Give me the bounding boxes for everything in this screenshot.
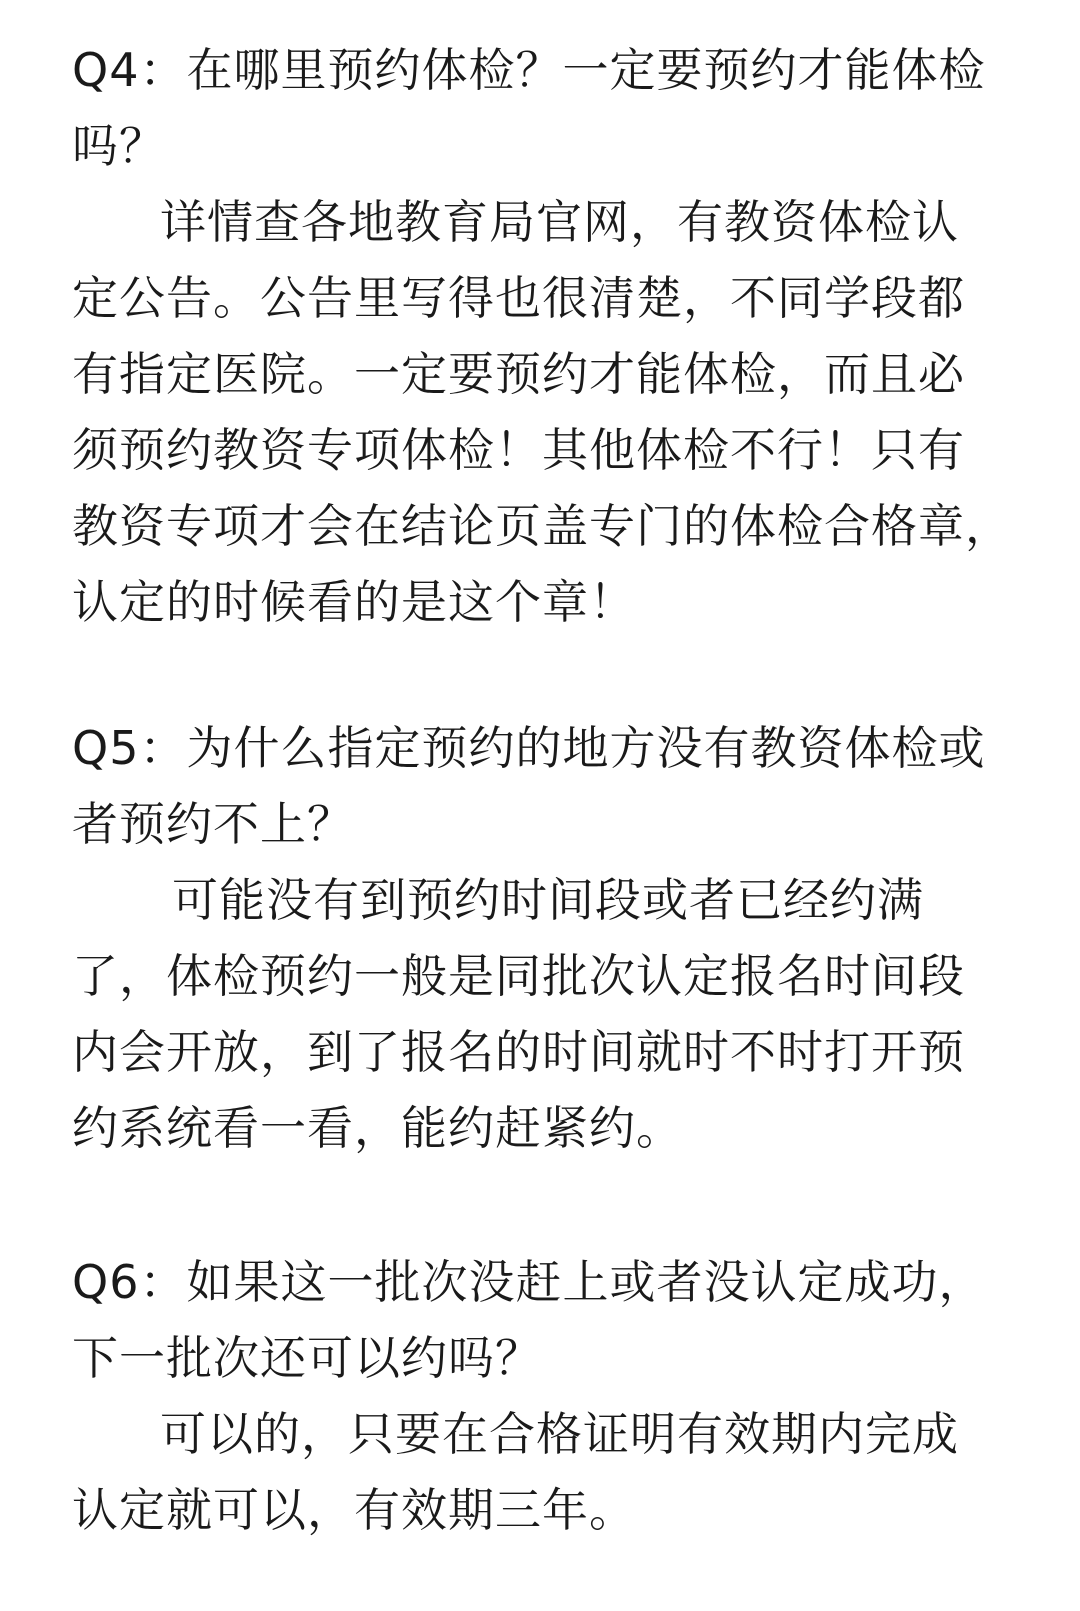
answer-q4-line-6: 认定的时候看的是这个章！ — [72, 575, 636, 629]
answer-q4-line-2: 定公告。公告里写得也很清楚，不同学段都 — [72, 271, 965, 325]
answer-q5-line-2: 了，体检预约一般是同批次认定报名时间段 — [72, 949, 965, 1003]
answer-q4-line-4: 须预约教资专项体检！其他体检不行！只有 — [72, 423, 965, 477]
answer-q5-line-3: 内会开放，到了报名的时间就时不时打开预 — [72, 1025, 965, 1079]
answer-q6-line-2: 认定就可以，有效期三年。 — [72, 1483, 636, 1537]
question-q4-line-1: Q4：在哪里预约体检？一定要预约才能体检 — [72, 43, 986, 97]
answer-q5-line-1: 可能没有到预约时间段或者已经约满 — [172, 873, 924, 927]
answer-q6-line-1: 可以的，只要在合格证明有效期内完成 — [160, 1407, 959, 1461]
answer-q4-line-3: 有指定医院。一定要预约才能体检，而且必 — [72, 347, 965, 401]
answer-q4-line-1: 详情查各地教育局官网，有教资体检认 — [160, 195, 959, 249]
answer-q5-line-4: 约系统看一看，能约赶紧约。 — [72, 1101, 683, 1155]
question-q5-line-2: 者预约不上？ — [72, 797, 354, 851]
question-q5-line-1: Q5：为什么指定预约的地方没有教资体检或 — [72, 721, 986, 775]
question-q6-line-2: 下一批次还可以约吗？ — [72, 1331, 542, 1385]
question-q4-line-2: 吗？ — [72, 119, 166, 173]
question-q6-line-1: Q6：如果这一批次没赶上或者没认定成功， — [72, 1255, 986, 1309]
answer-q4-line-5: 教资专项才会在结论页盖专门的体检合格章， — [72, 499, 1012, 553]
